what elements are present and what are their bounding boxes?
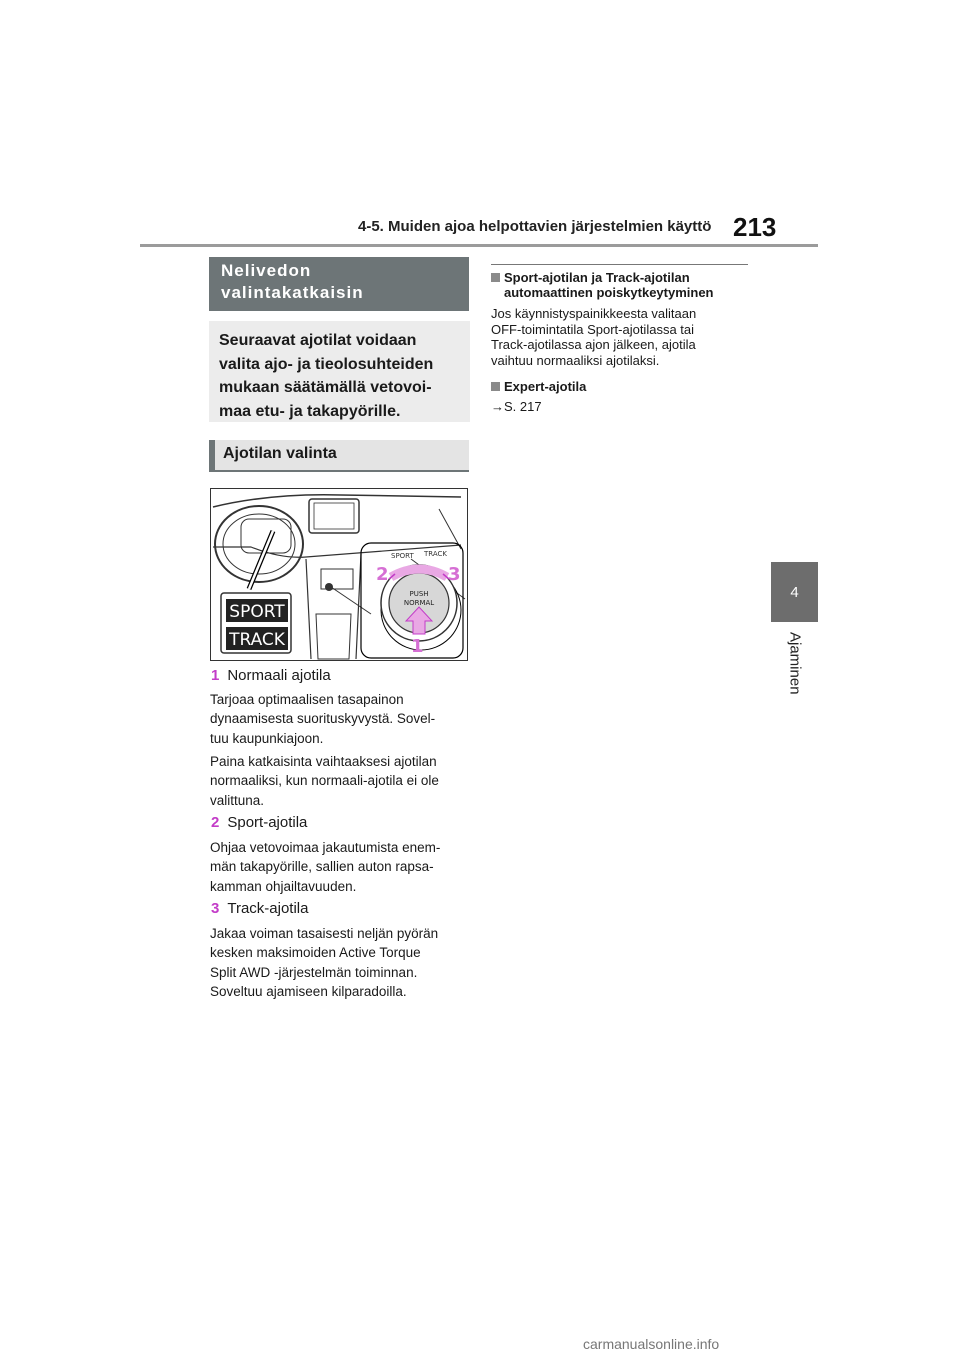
heading-line: automaattinen poiskytkeytyminen [504, 285, 714, 300]
intro-line: Seuraavat ajotilat voidaan [219, 332, 417, 349]
track-label: TRACK [229, 630, 285, 650]
arrow-right-icon: → [491, 399, 504, 414]
text-line: kesken maksimoiden Active Torque [210, 945, 421, 961]
square-bullet-icon [491, 382, 500, 391]
running-header: 4-5. Muiden ajoa helpottavien järjestelmien käyttö [358, 218, 712, 235]
intro-line: valita ajo- ja tieolosuhteiden [219, 355, 434, 373]
dashboard-drawing [211, 489, 467, 660]
auto-off-heading [491, 270, 714, 300]
chapter-label: Ajaminen [786, 632, 804, 695]
mode-number: 3 [211, 900, 220, 917]
right-column-rule [491, 264, 748, 265]
text-line: normaaliksi, kun normaali-ajotila ei ole [210, 773, 439, 789]
text-line: män takapyörille, sallien auton rapsa- [210, 859, 434, 875]
header-rule [140, 244, 818, 247]
callout-3: 3 [448, 564, 461, 585]
dial-sport-text: SPORT [391, 552, 414, 560]
text-line: Paina katkaisinta vaihtaaksesi ajotilan [210, 754, 437, 769]
section-heading-line: Nelivedon [221, 261, 312, 280]
mode-description [210, 690, 470, 748]
mode-item [211, 667, 331, 684]
section-heading [209, 257, 469, 311]
text-line: kamman ohjailtavuuden. [210, 878, 357, 894]
text-line: valittuna. [210, 792, 265, 808]
text-line: Jos käynnistyspainikkeesta valitaan [491, 306, 697, 321]
mode-number: 2 [211, 814, 220, 831]
dial-normal-text: NORMAL [403, 599, 435, 607]
chapter-tab: 4 [771, 562, 818, 622]
text-line: tuu kaupunkiajoon. [210, 730, 324, 746]
text-line: dynaamisesta suorituskyvystä. Sovel- [210, 711, 436, 727]
expert-heading [491, 379, 586, 394]
mode-item [211, 814, 307, 831]
heading-text: Expert-ajotila [504, 379, 587, 394]
page-reference-link[interactable]: S. 217 [504, 399, 542, 414]
callout-1: 1 [411, 636, 424, 657]
mode-description [210, 924, 470, 1001]
subheading-drive-mode: Ajotilan valinta [209, 440, 469, 472]
sport-label: SPORT [229, 602, 285, 622]
text-line: Track-ajotilassa ajon jälkeen, ajotila [491, 337, 696, 352]
mode-title: Normaali ajotila [227, 667, 331, 684]
mode-description [210, 838, 470, 896]
heading-line: Sport-ajotilan ja Track-ajotilan [504, 270, 690, 285]
mode-number: 1 [211, 667, 220, 684]
intro-box [209, 321, 470, 422]
intro-line: mukaan säätämällä vetovoi- [219, 379, 432, 396]
watermark: carmanualsonline.info [583, 1336, 720, 1352]
text-line: Jakaa voiman tasaisesti neljän pyörän [210, 926, 439, 941]
mode-title: Sport-ajotila [227, 814, 308, 831]
drive-mode-illustration [210, 488, 468, 661]
page-reference[interactable] [491, 399, 751, 415]
mode-title: Track-ajotila [227, 900, 309, 917]
text-line: Split AWD -järjestelmän toiminnan. [210, 964, 418, 980]
callout-2: 2 [376, 564, 389, 585]
text-line: Ohjaa vetovoimaa jakautumista enem- [210, 840, 441, 855]
text-line: Tarjoaa optimaalisen tasapainon [210, 692, 404, 707]
page-number: 213 [733, 212, 777, 242]
text-line: OFF-toimintatila Sport-ajotilassa tai [491, 321, 695, 337]
intro-line: maa etu- ja takapyörille. [219, 402, 401, 420]
square-bullet-icon [491, 273, 500, 282]
auto-off-paragraph [491, 306, 751, 368]
mode-description [210, 752, 470, 810]
text-line: Soveltuu ajamiseen kilparadoilla. [210, 983, 407, 999]
section-heading-line: valintakatkaisin [221, 283, 364, 302]
dial-track-text: TRACK [424, 550, 447, 558]
text-line: vaihtuu normaaliksi ajotilaksi. [491, 352, 660, 368]
mode-item [211, 900, 308, 917]
dial-push-text: PUSH [409, 590, 429, 598]
